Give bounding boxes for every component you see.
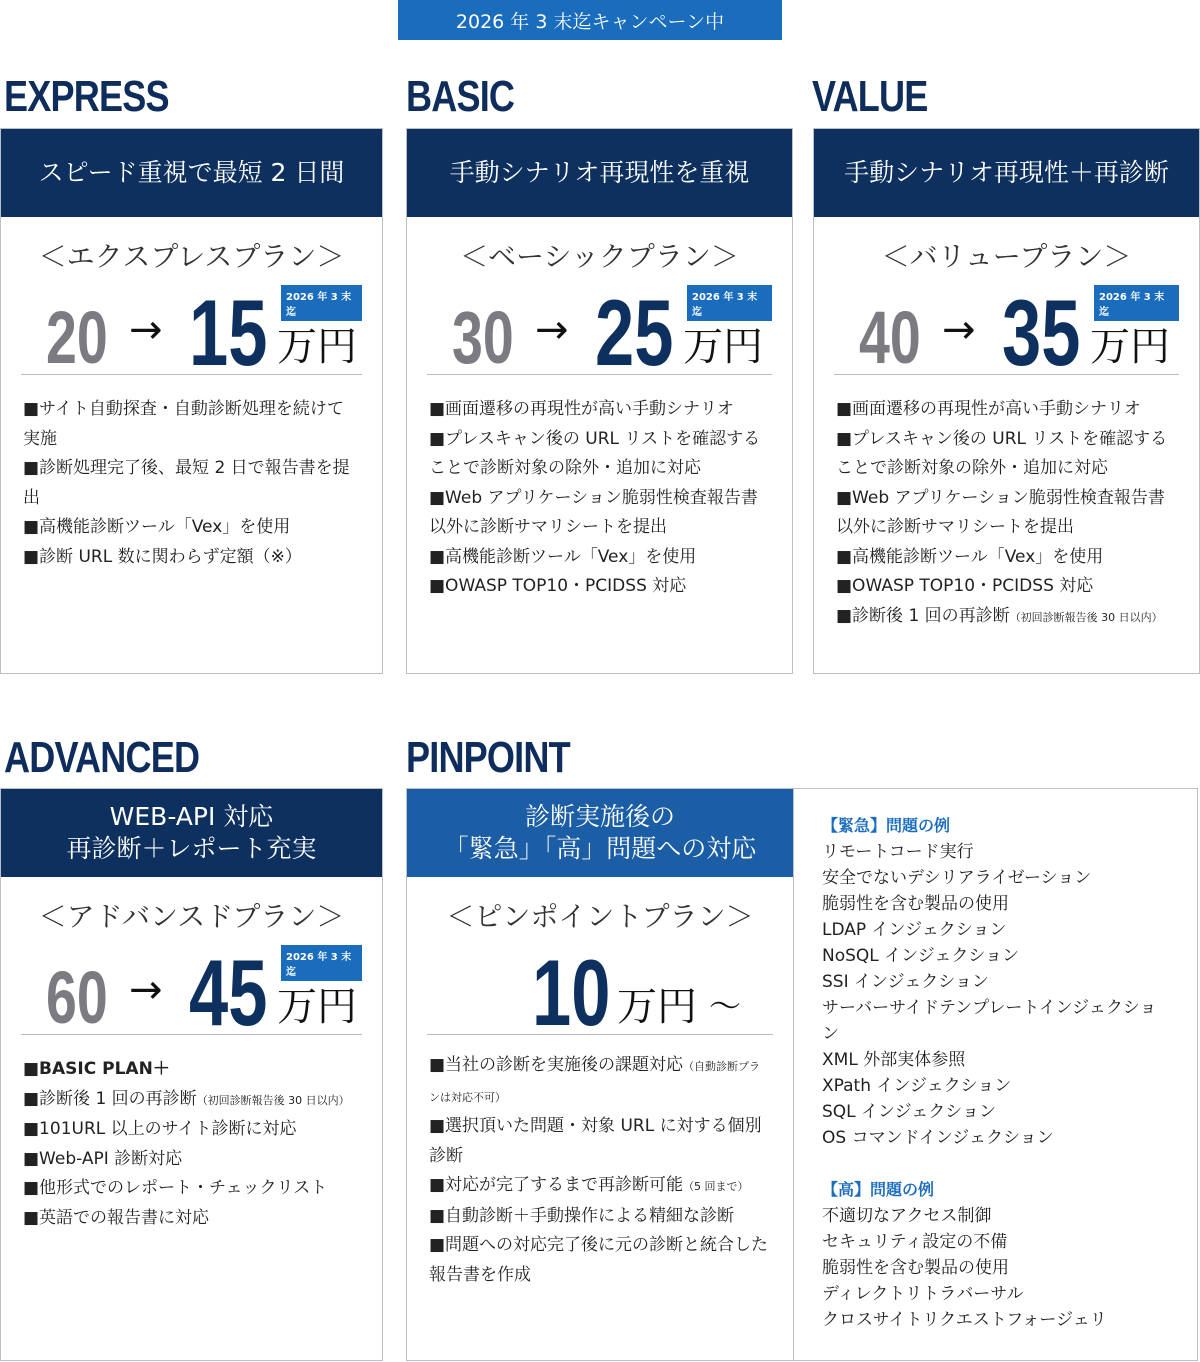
header-line: 再診断＋レポート充実 [66,834,317,863]
plan-header: 手動シナリオ再現性を重視 [407,129,792,217]
header-line: 診断実施後の [524,801,675,831]
feature-list [814,375,1199,632]
plan-card-value [813,128,1200,674]
urgent-title: 【緊急】問題の例 [822,816,951,835]
feature-item: ■他形式でのレポート・チェックリスト [23,1178,328,1198]
feature-item: ■プレスキャン後の URL リストを確認することで診断対象の除外・追加に対応 [429,428,761,478]
feature-text: ■対応が完了するまで再診断可能 [429,1175,684,1195]
plan-card-pinpoint [406,788,1198,1361]
feature-item [429,1171,771,1202]
arrow-icon: → [942,307,976,353]
campaign-banner: 2026 年 3 末迄キャンペーン中 [398,0,782,40]
feature-note: （自動診断プランは対応不可） [429,1060,761,1104]
plan-title-express: EXPRESS [4,72,169,121]
feature-text: ■診断後 1 回の再診断 [836,605,1010,626]
issue-item: 脆弱性を含む製品の使用 [822,894,1009,914]
feature-item: ■OWASP TOP10・PCIDSS 対応 [429,576,687,596]
issue-item: SSI インジェクション [822,972,989,992]
feature-item: ■高機能診断ツール「Vex」を使用 [836,546,1104,567]
feature-item: ■選択頂いた問題・対象 URL に対する個別診断 [429,1116,762,1166]
price-unit: 万円 [277,324,357,370]
issue-list-urgent [822,839,1169,1151]
plan-card-express [0,128,383,674]
old-price: 60 [46,956,108,1039]
feature-item: ■Web アプリケーション脆弱性検査報告書以外に診断サマリシートを提出 [429,487,758,537]
feature-note: （5 回まで） [683,1180,749,1193]
feature-item [836,602,1177,633]
plan-name: ＜アドバンスドプラン＞ [38,900,345,933]
feature-item: ■OWASP TOP10・PCIDSS 対応 [836,576,1094,596]
price-unit: 万円 [277,984,357,1030]
feature-list [1,375,382,572]
feature-item: ■英語での報告書に対応 [23,1207,210,1228]
feature-list [407,1035,793,1290]
new-price: 35 [1002,280,1081,385]
old-price: 40 [859,296,921,379]
issue-item: SQL インジェクション [822,1102,996,1122]
feature-item [23,1085,360,1116]
feature-item: ■問題への対応完了後に元の診断と統合した報告書を作成 [429,1235,769,1285]
new-price: 45 [189,940,268,1045]
feature-item: ■画面遷移の再現性が高い手動シナリオ [836,399,1141,419]
feature-item: ■高機能診断ツール「Vex」を使用 [23,517,291,537]
price-unit: 万円 [617,984,697,1030]
plan-header: スピード重視で最短 2 日間 [1,129,382,217]
feature-item [429,1051,771,1112]
issue-item: ディレクトリトラバーサル [822,1284,1024,1304]
plan-name: ＜ピンポイントプラン＞ [446,900,754,933]
feature-item: ■Web-API 診断対応 [23,1148,183,1169]
feature-list [407,375,792,602]
header-line: WEB-API 対応 [109,801,274,831]
feature-item: ■プレスキャン後の URL リストを確認することで診断対象の除外・追加に対応 [836,428,1168,478]
feature-note: （初回診断報告後 30 日以内） [1009,610,1163,624]
feature-item: ■高機能診断ツール「Vex」を使用 [429,546,697,567]
issue-item: セキュリティ設定の不備 [822,1232,1008,1252]
issue-examples [793,789,1197,1360]
high-title: 【高】問題の例 [822,1180,935,1199]
plan-title-pinpoint: PINPOINT [406,733,570,782]
price-block [427,935,773,1045]
price: 10 [532,940,611,1045]
price-unit: 万円 [1090,324,1170,370]
plan-header [407,789,793,877]
issue-item: XML 外部実体参照 [822,1050,966,1070]
feature-item: ■Web アプリケーション脆弱性検査報告書以外に診断サマリシートを提出 [836,487,1165,537]
plan-card-advanced [0,788,383,1361]
plan-card-basic [406,128,793,674]
feature-item: ■診断 URL 数に関わらず定額（※） [23,546,302,567]
arrow-icon: → [129,307,163,353]
old-price: 30 [452,296,514,379]
campaign-badge: 2026 年 3 末迄 [1094,285,1179,321]
feature-item: ■サイト自動探査・自動診断処理を続けて実施 [23,399,344,449]
new-price: 25 [595,280,674,385]
price-suffix: ～ [709,987,742,1025]
plan-name: ＜バリュープラン＞ [881,240,1132,273]
plan-header [1,789,382,877]
arrow-icon: → [129,967,163,1013]
arrow-icon: → [535,307,569,353]
feature-text: ■診断後 1 回の再診断 [23,1088,197,1109]
issue-list-high [822,1203,1169,1333]
issue-item: 不適切なアクセス制御 [822,1206,992,1226]
feature-text: ■当社の診断を実施後の課題対応 [429,1055,684,1075]
issue-item: クロスサイトリクエストフォージェリ [822,1310,1107,1330]
issue-item: リモートコード実行 [822,842,974,862]
issue-item: 脆弱性を含む製品の使用 [822,1258,1009,1278]
feature-item: ■BASIC PLAN＋ [23,1059,170,1079]
feature-list [1,1035,382,1233]
plan-header: 手動シナリオ再現性＋再診断 [814,129,1199,217]
feature-item: ■101URL 以上のサイト診断に対応 [23,1119,297,1139]
campaign-badge: 2026 年 3 末迄 [281,945,362,981]
feature-item: ■自動診断＋手動操作による精細な診断 [429,1205,735,1226]
feature-item: ■画面遷移の再現性が高い手動シナリオ [429,399,734,419]
issue-item: サーバーサイドテンプレートインジェクション [822,998,1157,1044]
issue-item: 安全でないデシリアライゼーション [822,868,1092,888]
plan-title-basic: BASIC [406,72,515,121]
old-price: 20 [46,296,108,379]
issue-item: OS コマンドインジェクション [822,1128,1054,1148]
issue-item: NoSQL インジェクション [822,946,1020,966]
campaign-badge: 2026 年 3 末迄 [687,285,772,321]
price-block [21,275,362,385]
price-block [21,935,362,1045]
feature-item: ■診断処理完了後、最短 2 日で報告書を提出 [23,458,350,508]
plan-title-advanced: ADVANCED [4,733,200,782]
price-block [427,275,772,385]
issue-item: XPath インジェクション [822,1076,1012,1096]
header-line: 「緊急」「高」問題への対応 [443,834,757,863]
price-unit: 万円 [683,324,763,370]
campaign-badge: 2026 年 3 末迄 [281,285,362,321]
price-block [834,275,1179,385]
feature-note: （初回診断報告後 30 日以内） [196,1093,350,1107]
new-price: 15 [189,280,268,385]
issue-item: LDAP インジェクション [822,920,1007,940]
plan-name: ＜ベーシックプラン＞ [460,240,739,273]
plan-name: ＜エクスプレスプラン＞ [38,240,345,273]
plan-title-value: VALUE [812,72,928,121]
